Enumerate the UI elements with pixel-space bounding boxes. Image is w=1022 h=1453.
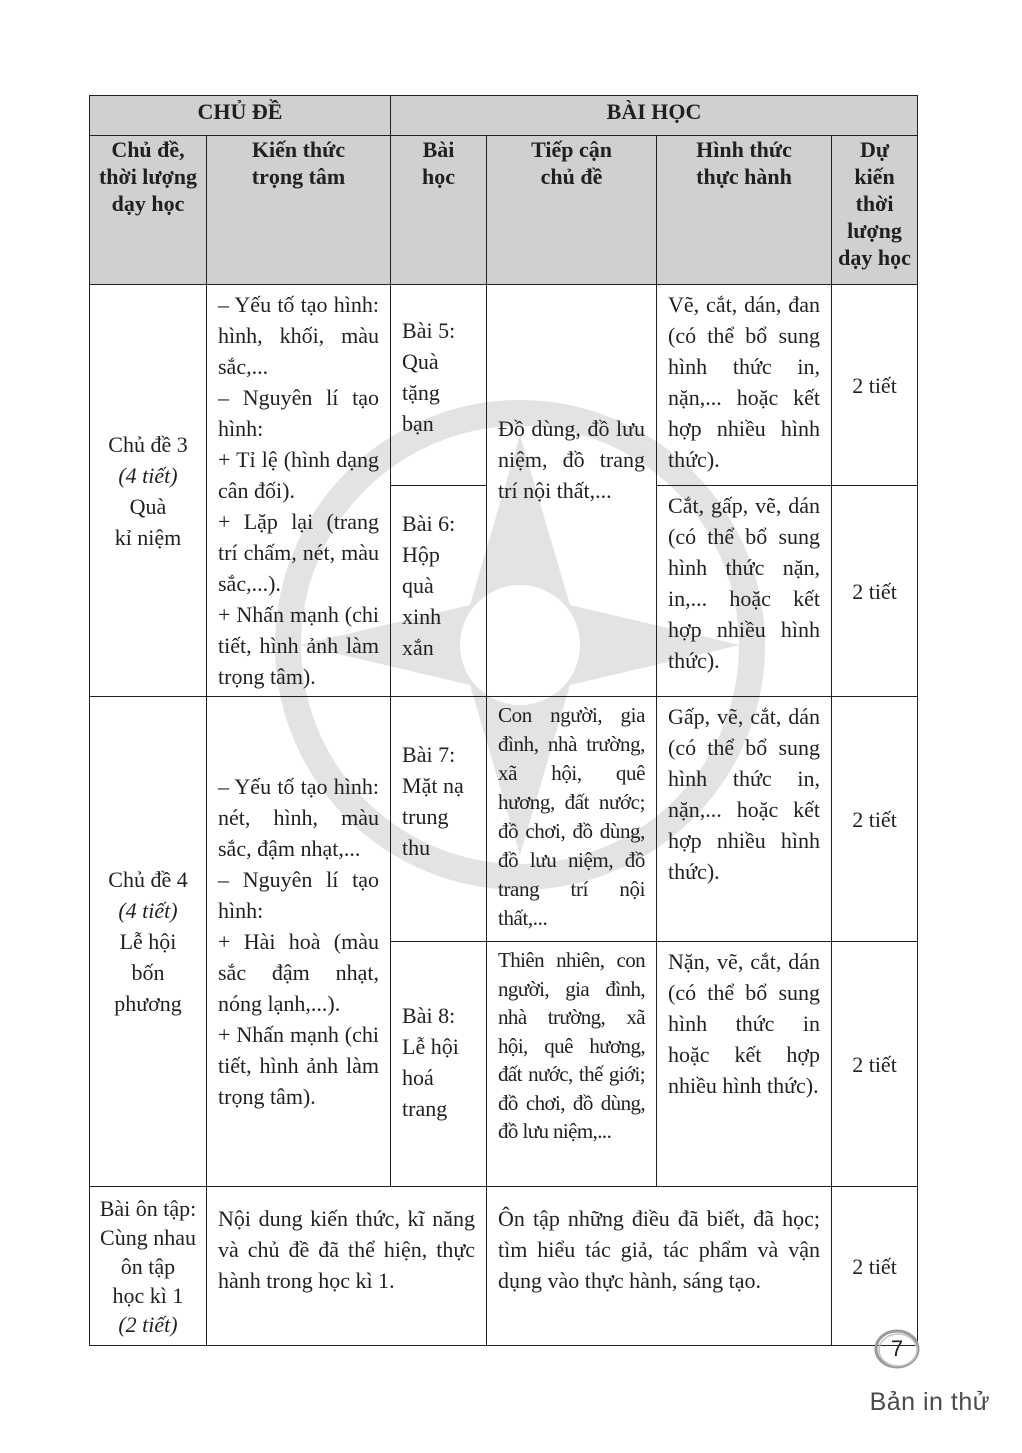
lesson-7-name: Bài 7: Mặt nạ trung thu [391,697,487,942]
header-practice: Hình thức thực hành [657,136,832,285]
topic-4-cell: Chủ đề 4 (4 tiết) Lễ hội bốn phương [90,697,207,1187]
lesson-5-name: Bài 5: Quà tặng bạn [391,285,487,486]
header-lesson: Bài học [391,136,487,285]
lesson-5-practice: Vẽ, cắt, dán, đan (có thể bổ sung hình thức in, nặn,... hoặc kết hợp nhiều hình thức). [657,285,832,486]
lesson-7-duration: 2 tiết [832,697,918,942]
lesson-6-duration: 2 tiết [832,486,918,697]
lesson-7-approach: Con người, gia đình, nhà trường, xã hội, quê hương, đất nước; đồ chơi, đồ dùng, đồ lưu niệm, đồ trang trí nội thất,... [487,697,657,942]
column-header-row [90,136,918,285]
draft-print-label: Bản in thử [869,1388,990,1416]
review-approach: Ôn tập những điều đã biết, đã học; tìm hiểu tác giả, tác phẩm và vận dụng vào thực hành, sáng tạo. [487,1187,832,1346]
lesson-8-approach: Thiên nhiên, con người, gia đình, nhà trường, xã hội, quê hương, đất nước, thế giới; đồ chơi, đồ dùng, đồ lưu niệm,... [487,942,657,1187]
review-duration: 2 tiết [832,1187,918,1346]
header-topic-duration: Chủ đề, thời lượng dạy học [90,136,207,285]
review-cell: Bài ôn tập: Cùng nhau ôn tập học kì 1 (2 tiết) [90,1187,207,1346]
table-row [90,697,918,942]
header-key-knowledge: Kiến thức trọng tâm [207,136,391,285]
lesson-6-name: Bài 6: Hộp quà xinh xắn [391,486,487,697]
header-approach: Tiếp cận chủ đề [487,136,657,285]
table-row [90,285,918,486]
group-header-row [90,96,918,136]
lesson-8-practice: Nặn, vẽ, cắt, dán (có thể bổ sung hình thức in hoặc kết hợp nhiều hình thức). [657,942,832,1187]
topic-3-approach: Đồ dùng, đồ lưu niệm, đồ trang trí nội thất,... [487,285,657,697]
lesson-5-duration: 2 tiết [832,285,918,486]
topic-3-knowledge: – Yếu tố tạo hình: hình, khối, màu sắc,... – Nguyên lí tạo hình: + Tỉ lệ (hình dạng cân đối). + Lặp lại (trang trí chấm, nét, màu sắc,...). + Nhấn mạnh (chi tiết, hình ảnh làm trọng tâm). [207,285,391,697]
group-header-topic: CHỦ ĐỀ [90,96,391,136]
header-duration: Dự kiến thời lượng dạy học [832,136,918,285]
curriculum-table [89,95,918,1346]
lesson-7-practice: Gấp, vẽ, cắt, dán (có thể bổ sung hình thức in, nặn,... hoặc kết hợp nhiều hình thức). [657,697,832,942]
group-header-lesson: BÀI HỌC [391,96,918,136]
lesson-6-practice: Cắt, gấp, vẽ, dán (có thể bổ sung hình thức nặn, in,... hoặc kết hợp nhiều hình thức). [657,486,832,697]
lesson-8-name: Bài 8: Lễ hội hoá trang [391,942,487,1187]
table-row [90,1187,918,1346]
topic-4-knowledge: – Yếu tố tạo hình: nét, hình, màu sắc, đậm nhạt,... – Nguyên lí tạo hình: + Hài hoà (màu sắc đậm nhạt, nóng lạnh,...). + Nhấn mạnh (chi tiết, hình ảnh làm trọng tâm). [207,697,391,1187]
review-knowledge: Nội dung kiến thức, kĩ năng và chủ đề đã thể hiện, thực hành trong học kì 1. [207,1187,487,1346]
page-number: 7 [890,1336,904,1361]
lesson-8-duration: 2 tiết [832,942,918,1187]
topic-3-cell: Chủ đề 3 (4 tiết) Quà kỉ niệm [90,285,207,697]
